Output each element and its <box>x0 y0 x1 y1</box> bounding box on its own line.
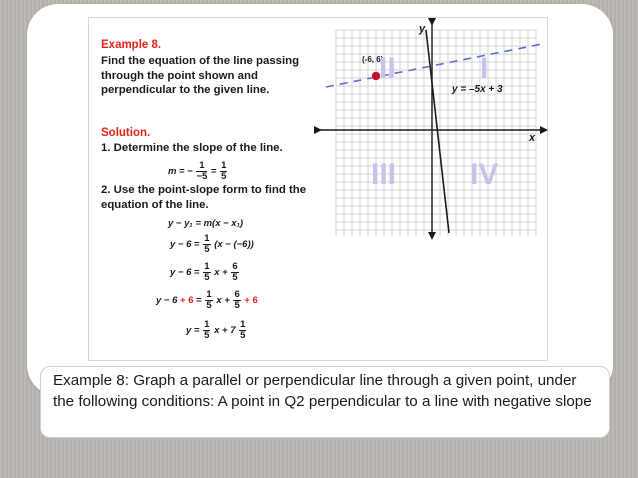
caption-text: Example 8: Graph a parallel or perpendicular line through a given point, under the following conditions: A point in Q2 perpendicular to a line with negative slope <box>53 372 592 410</box>
solution-step-1: 1. Determine the slope of the line. <box>101 142 283 154</box>
work-2-num: 1 <box>204 233 210 244</box>
work-4-num: 1 <box>206 289 212 300</box>
work-5-pre: = <box>193 325 200 337</box>
work-4-den2: 5 <box>234 300 240 311</box>
quadrant-4-label: IV <box>470 158 499 191</box>
slope-fraction-2-num: 1 <box>221 160 227 171</box>
work-5-num2: 1 <box>240 319 246 330</box>
work-5-num: 1 <box>204 319 210 330</box>
line-equation-label: y = –5x + 3 <box>452 84 503 95</box>
given-line <box>426 30 449 233</box>
work-3-pre: = <box>194 267 200 279</box>
work-5-mid: x + 7 <box>214 325 236 337</box>
problem-statement: Find the equation of the line passing through the point shown and perpendicular to the given line. <box>101 55 300 96</box>
work-5-den: 5 <box>204 330 210 341</box>
work-5-lhs: y <box>186 325 192 337</box>
solution-title: Solution. <box>101 127 151 139</box>
point-label: (-6, 6) <box>362 55 384 64</box>
work-3-num2: 6 <box>232 261 238 272</box>
quadrant-3-label: III <box>371 158 397 191</box>
work-1-lhs: y − y₁ <box>168 218 193 229</box>
perpendicular-dashed-line <box>326 44 542 87</box>
quadrant-1-label: I <box>480 52 489 85</box>
example-title: Example 8. <box>101 39 162 51</box>
work-3-den2: 5 <box>232 272 238 283</box>
work-4-tail: + 6 <box>244 295 258 307</box>
work-3-num: 1 <box>204 261 210 272</box>
work-4-lhs-a: y − 6 <box>156 295 178 307</box>
work-1-rhs: = m(x − x₁) <box>195 218 244 229</box>
slope-fraction-1-den: −5 <box>196 171 208 182</box>
work-4-lhs-b: + 6 <box>180 295 194 307</box>
work-2-lhs: y − 6 <box>170 239 192 251</box>
slope-op1: = − <box>179 166 193 178</box>
quadrant-2-label: II <box>379 52 396 85</box>
work-2-den: 5 <box>204 244 210 255</box>
x-axis-label: x <box>529 132 536 144</box>
slope-symbol: m <box>168 166 177 178</box>
solution-step-2: 2. Use the point-slope form to find the equation of the line. <box>101 184 307 211</box>
work-4-mid: x + <box>216 295 230 307</box>
work-4-pre: = <box>196 295 202 307</box>
slope-fraction-2-den: 5 <box>221 171 227 182</box>
work-3-mid: x + <box>214 267 228 279</box>
slope-fraction-1-num: 1 <box>196 161 207 172</box>
work-2-post: (x − (−6)) <box>214 239 254 251</box>
work-3-den: 5 <box>204 272 210 283</box>
work-4-den: 5 <box>206 300 212 311</box>
work-5-den2: 5 <box>240 330 246 341</box>
y-axis-label: y <box>419 23 426 35</box>
slope-op2: = <box>210 166 217 178</box>
work-2-pre: = <box>194 239 200 251</box>
work-3-lhs: y − 6 <box>170 267 192 279</box>
work-4-num2: 6 <box>234 289 240 300</box>
